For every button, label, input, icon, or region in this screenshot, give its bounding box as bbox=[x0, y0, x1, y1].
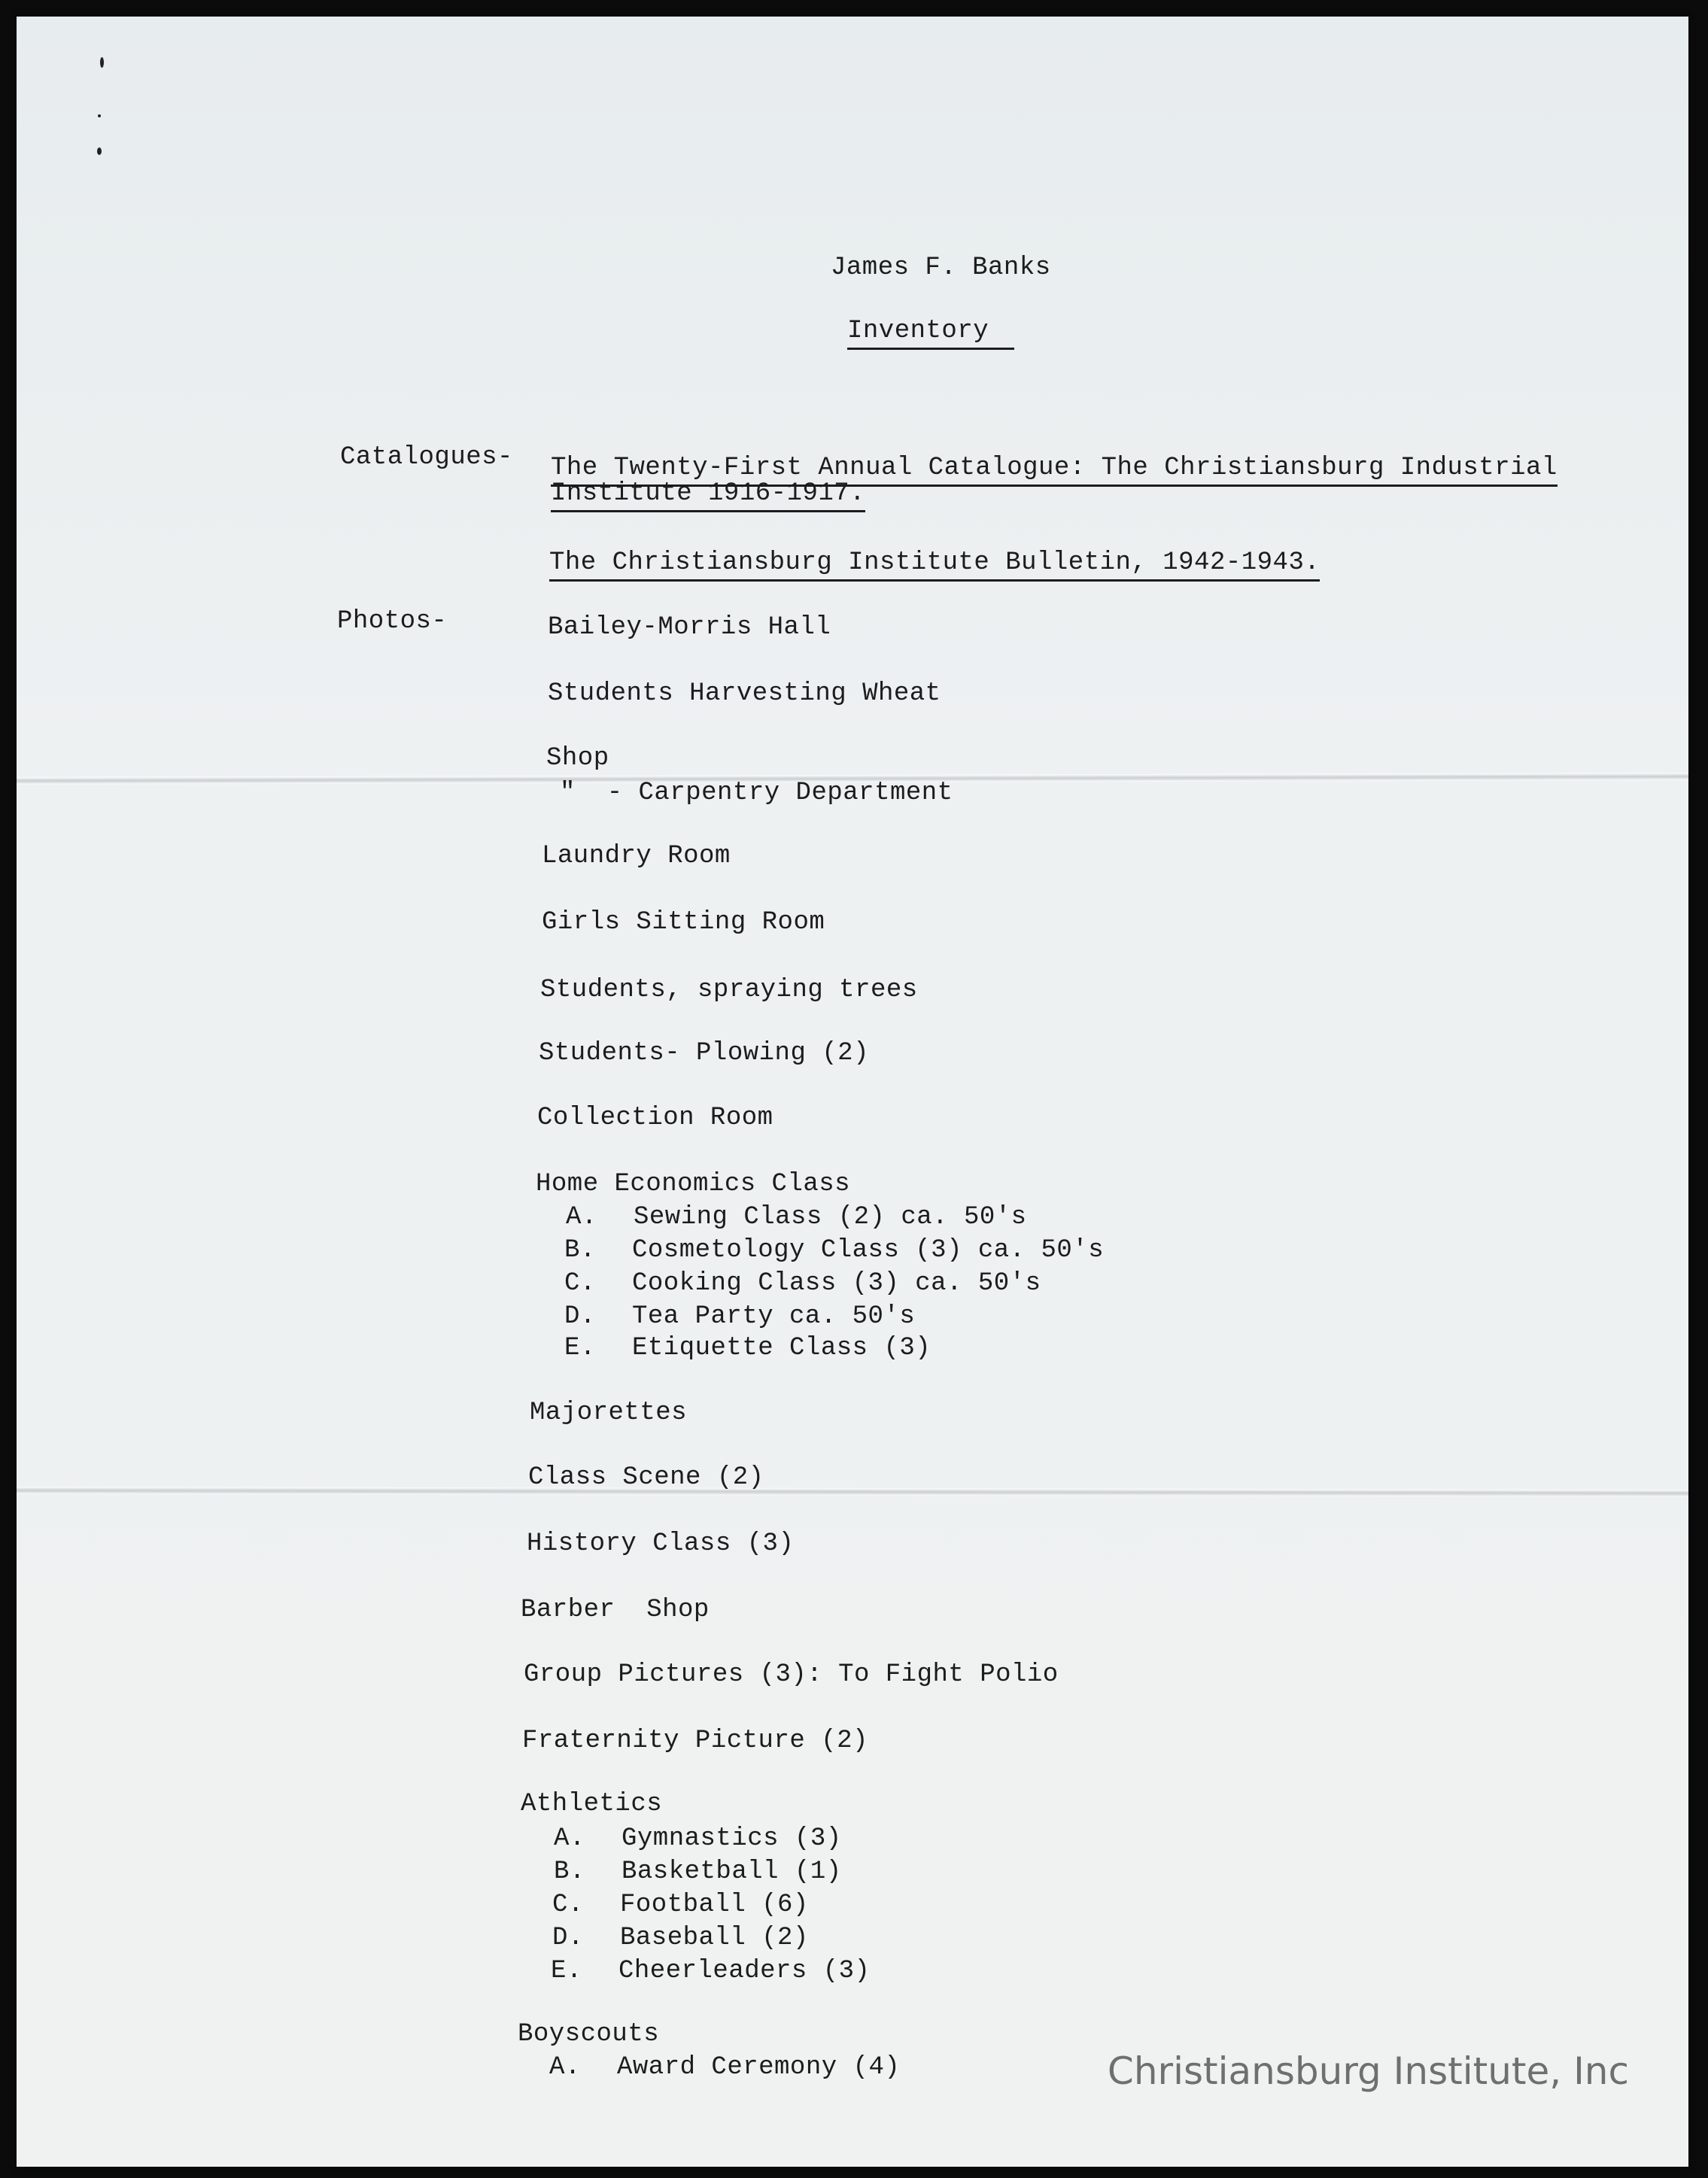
item-text: Award Ceremony (4) bbox=[617, 2053, 901, 2082]
item-letter: C. bbox=[552, 1891, 584, 1919]
item-letter: D. bbox=[564, 1302, 596, 1331]
photo-group-title: Home Economics Class bbox=[536, 1170, 851, 1198]
speck-mark bbox=[97, 147, 102, 155]
item-text: Etiquette Class (3) bbox=[632, 1334, 931, 1362]
item-letter: A. bbox=[549, 2053, 581, 2082]
catalogue-item-line1: The Twenty-First Annual Catalogue: The Christiansburg Industrial bbox=[551, 453, 1558, 487]
photo-item: Students- Plowing (2) bbox=[539, 1039, 869, 1068]
item-text: Cheerleaders (3) bbox=[618, 1957, 871, 1985]
item-letter: A. bbox=[566, 1203, 597, 1232]
item-letter: A. bbox=[554, 1824, 585, 1853]
photo-group-title: Boyscouts bbox=[518, 2020, 660, 2049]
speck-mark bbox=[98, 114, 101, 117]
item-text: Sewing Class (2) ca. 50's bbox=[634, 1203, 1027, 1232]
list-item bbox=[566, 1202, 1027, 1232]
list-item bbox=[551, 1956, 870, 1986]
list-item bbox=[564, 1302, 915, 1332]
list-item bbox=[564, 1235, 1104, 1265]
list-item bbox=[549, 2052, 900, 2082]
item-letter: B. bbox=[554, 1858, 585, 1886]
photo-item: Students Harvesting Wheat bbox=[548, 679, 941, 708]
item-text: Cooking Class (3) ca. 50's bbox=[632, 1269, 1041, 1298]
photo-sub-item: " - Carpentry Department bbox=[560, 779, 953, 807]
item-text: Gymnastics (3) bbox=[622, 1824, 842, 1853]
item-letter: E. bbox=[551, 1957, 582, 1985]
photo-item: Collection Room bbox=[537, 1104, 773, 1132]
list-item bbox=[564, 1333, 931, 1363]
catalogue-item-line2: Institute 1916-1917. bbox=[551, 478, 865, 512]
photo-item: Students, spraying trees bbox=[540, 976, 918, 1004]
list-item bbox=[552, 1890, 809, 1920]
list-item bbox=[552, 1923, 809, 1953]
list-item bbox=[554, 1824, 842, 1854]
catalogue-item: The Christiansburg Institute Bulletin, 1942-1943. bbox=[549, 548, 1320, 582]
item-text: Basketball (1) bbox=[622, 1858, 842, 1886]
photo-item: Girls Sitting Room bbox=[542, 908, 825, 937]
item-letter: C. bbox=[564, 1269, 596, 1298]
page-title: Inventory bbox=[847, 316, 1014, 350]
photo-item: Bailey-Morris Hall bbox=[548, 613, 831, 642]
item-letter: E. bbox=[564, 1334, 596, 1362]
item-text: Football (6) bbox=[620, 1891, 809, 1919]
item-text: Tea Party ca. 50's bbox=[632, 1302, 916, 1331]
photo-item: Barber Shop bbox=[521, 1596, 710, 1624]
speck-mark bbox=[100, 57, 104, 68]
item-letter: B. bbox=[564, 1236, 596, 1265]
catalogues-label: Catalogues- bbox=[340, 443, 513, 472]
photo-item: Shop bbox=[546, 744, 609, 773]
list-item bbox=[554, 1857, 842, 1887]
author-name: James F. Banks bbox=[831, 254, 1051, 282]
item-text: Baseball (2) bbox=[620, 1924, 809, 1952]
photo-item: Laundry Room bbox=[542, 842, 731, 870]
photo-item: Majorettes bbox=[530, 1399, 688, 1427]
photo-group-title: Athletics bbox=[521, 1790, 663, 1818]
item-text: Cosmetology Class (3) ca. 50's bbox=[632, 1236, 1105, 1265]
photo-item: History Class (3) bbox=[527, 1529, 795, 1558]
list-item bbox=[564, 1268, 1041, 1299]
item-letter: D. bbox=[552, 1924, 584, 1952]
photo-item: Class Scene (2) bbox=[528, 1463, 764, 1492]
photo-item: Fraternity Picture (2) bbox=[522, 1727, 868, 1755]
photos-label: Photos- bbox=[337, 607, 448, 636]
photo-item: Group Pictures (3): To Fight Polio bbox=[524, 1660, 1059, 1689]
watermark: Christiansburg Institute, Inc bbox=[1107, 2049, 1629, 2093]
